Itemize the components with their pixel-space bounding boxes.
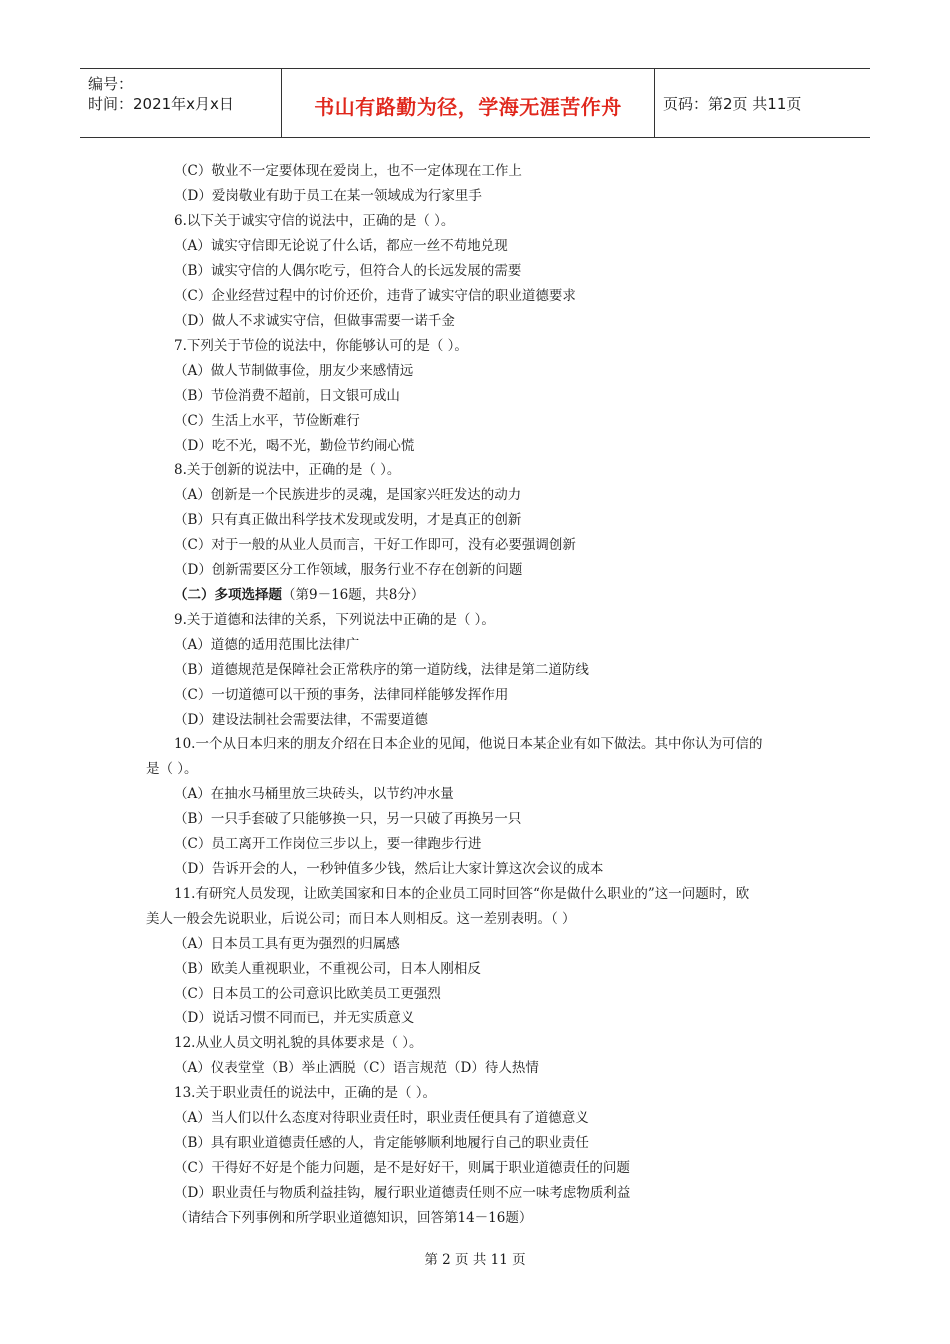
page-info: 页码：第2页 共11页: [663, 95, 802, 113]
option-line: （A）做人节制做事俭，朋友少来感情远: [174, 363, 414, 379]
option-line: （C）对于一般的从业人员而言，干好工作即可，没有必要强调创新: [174, 537, 576, 553]
header-motto-cell: [282, 69, 655, 137]
question-line: 9.关于道德和法律的关系，下列说法中正确的是（ ）。: [174, 612, 495, 628]
option-line: （D）职业责任与物质利益挂钩，履行职业道德责任则不应一味考虑物质利益: [174, 1185, 631, 1201]
question-line: 10.一个从日本归来的朋友介绍在日本企业的见闻，他说日本某企业有如下做法。其中你认为可信的: [174, 736, 763, 752]
option-line: （B）一只手套破了只能够换一只，另一只破了再换另一只: [174, 811, 522, 827]
question-line: 6.以下关于诚实守信的说法中，正确的是（ ）。: [174, 213, 455, 229]
option-line: （C）员工离开工作岗位三步以上，要一律跑步行进: [174, 836, 482, 852]
option-line: （B）具有职业道德责任感的人，肯定能够顺利地履行自己的职业责任: [174, 1135, 589, 1151]
option-line: （D）吃不光，喝不光，勤俭节约闹心慌: [174, 438, 415, 454]
option-line: （B）道德规范是保障社会正常秩序的第一道防线，法律是第二道防线: [174, 662, 589, 678]
question-line: 7.下列关于节俭的说法中，你能够认可的是（ ）。: [174, 338, 468, 354]
instruction-line: （请结合下列事例和所学职业道德知识，回答第14－16题）: [174, 1210, 533, 1226]
option-line: （D）说话习惯不同而已，并无实质意义: [174, 1010, 415, 1026]
header-page-cell: [655, 69, 870, 137]
question-line: 美人一般会先说职业，后说公司；而日本人则相反。这一差别表明。（ ）: [146, 911, 576, 927]
motto-text: 书山有路勤为径，学海无涯苦作舟: [314, 95, 622, 119]
option-line: （C）敬业不一定要体现在爱岗上，也不一定体现在工作上: [174, 163, 522, 179]
section-note: （第9－16题，共8分）: [282, 587, 425, 603]
option-line: （A）在抽水马桶里放三块砖头，以节约冲水量: [174, 786, 454, 802]
option-line: （D）建设法制社会需要法律，不需要道德: [174, 712, 428, 728]
question-line: 8.关于创新的说法中，正确的是（ ）。: [174, 462, 401, 478]
option-line: （B）诚实守信的人偶尔吃亏，但符合人的长远发展的需要: [174, 263, 522, 279]
option-line: （D）告诉开会的人，一秒钟值多少钱，然后让大家计算这次会议的成本: [174, 861, 604, 877]
option-line: （D）创新需要区分工作领域，服务行业不存在创新的问题: [174, 562, 523, 578]
option-line: （D）爱岗敬业有助于员工在某一领域成为行家里手: [174, 188, 482, 204]
time-label: 时间：2021年x月x日: [88, 95, 234, 113]
question-line: 13.关于职业责任的说法中，正确的是（ ）。: [174, 1085, 437, 1101]
option-line: （C）生活上水平，节俭断难行: [174, 413, 360, 429]
option-line: （D）做人不求诚实守信，但做事需要一诺千金: [174, 313, 455, 329]
option-line: （C）日本员工的公司意识比欧美员工更强烈: [174, 986, 441, 1002]
option-line: （B）欧美人重视职业，不重视公司，日本人刚相反: [174, 961, 481, 977]
option-line: （B）节俭消费不超前，日文银可成山: [174, 388, 400, 404]
option-line: （A）仪表堂堂（B）举止洒脱（C）语言规范（D）待人热情: [174, 1060, 539, 1076]
section-heading: （二）多项选择题: [174, 587, 282, 603]
section-heading-line: [174, 586, 424, 604]
number-label: 编号：: [88, 75, 134, 93]
header-meta-cell: [80, 69, 282, 137]
option-line: （A）日本员工具有更为强烈的归属感: [174, 936, 400, 952]
question-line: 是（ ）。: [146, 761, 198, 777]
option-line: （C）企业经营过程中的讨价还价，违背了诚实守信的职业道德要求: [174, 288, 576, 304]
option-line: （A）当人们以什么态度对待职业责任时，职业责任便具有了道德意义: [174, 1110, 589, 1126]
question-line: 12.从业人员文明礼貌的具体要求是（ ）。: [174, 1035, 423, 1051]
question-line: 11.有研究人员发现，让欧美国家和日本的企业员工同时回答“你是做什么职业的”这一问题时，欧: [174, 886, 750, 902]
option-line: （A）诚实守信即无论说了什么话，都应一丝不苟地兑现: [174, 238, 508, 254]
option-line: （A）创新是一个民族进步的灵魂，是国家兴旺发达的动力: [174, 487, 522, 503]
document-header: [80, 68, 870, 138]
page-footer: 第 2 页 共 11 页: [424, 1252, 526, 1268]
option-line: （C）干得好不好是个能力问题，是不是好好干，则属于职业道德责任的问题: [174, 1160, 630, 1176]
option-line: （A）道德的适用范围比法律广: [174, 637, 360, 653]
option-line: （C）一切道德可以干预的事务，法律同样能够发挥作用: [174, 687, 509, 703]
option-line: （B）只有真正做出科学技术发现或发明，才是真正的创新: [174, 512, 522, 528]
